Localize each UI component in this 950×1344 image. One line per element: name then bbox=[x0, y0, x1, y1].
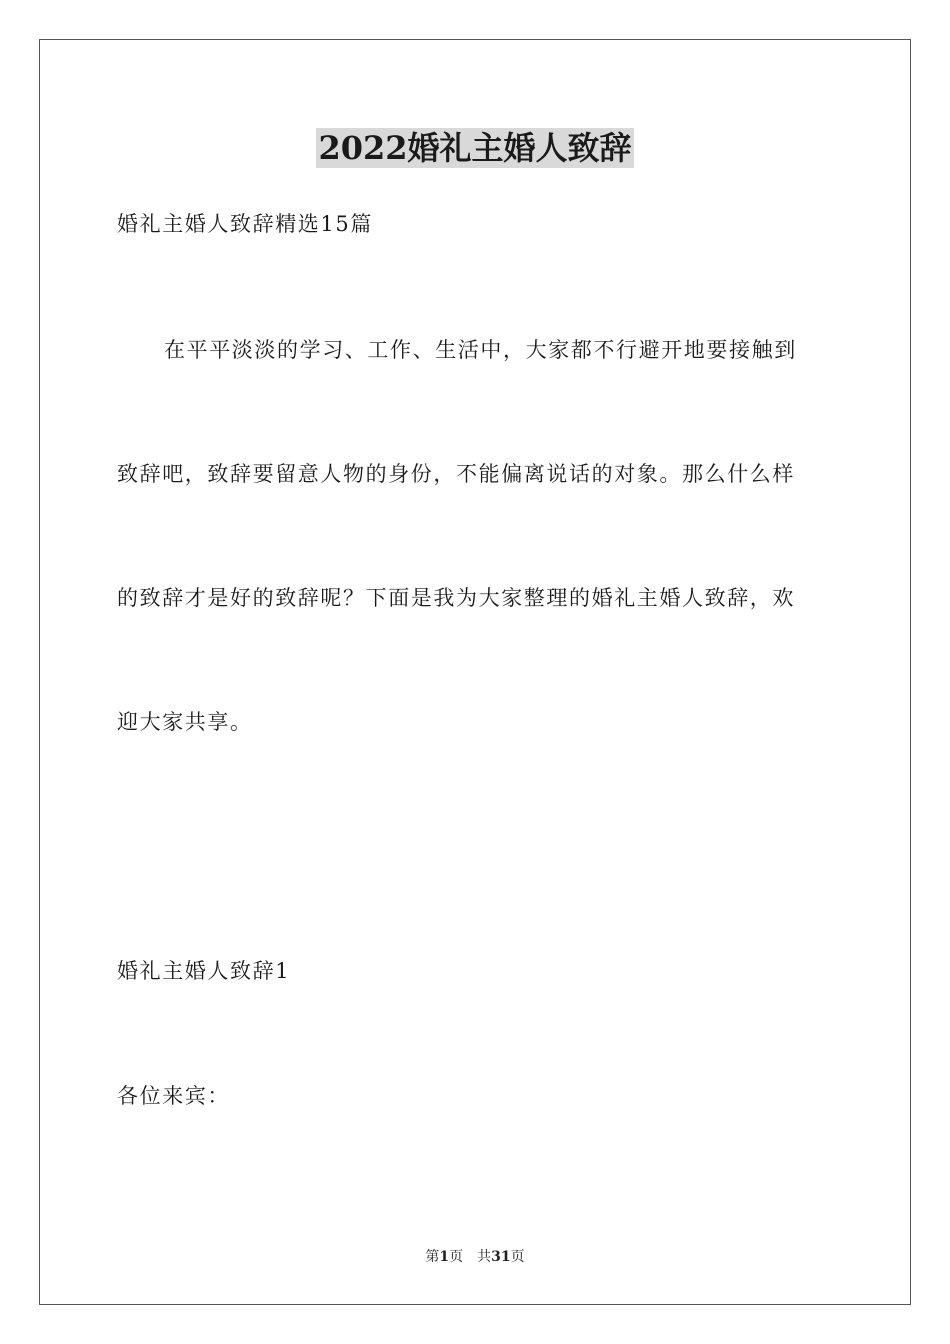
document-title: 2022婚礼主婚人致辞 bbox=[318, 129, 632, 167]
footer-page-prefix: 第 bbox=[425, 1249, 440, 1265]
footer-page-suffix: 页 bbox=[510, 1249, 525, 1265]
document-subtitle: 婚礼主婚人致辞精选15篇 bbox=[117, 212, 373, 236]
intro-line-2: 致辞吧，致辞要留意人物的身份，不能偏离说话的对象。那么什么样 bbox=[117, 462, 795, 486]
document-title-wrap bbox=[0, 128, 950, 168]
footer-page-mid: 页 共 bbox=[449, 1249, 492, 1265]
footer-page-total: 31 bbox=[491, 1249, 511, 1265]
intro-line-3: 的致辞才是好的致辞呢？下面是我为大家整理的婚礼主婚人致辞，欢 bbox=[117, 586, 795, 610]
footer-page-current: 1 bbox=[439, 1249, 450, 1265]
intro-line-1: 在平平淡淡的学习、工作、生活中，大家都不行避开地要接触到 bbox=[164, 338, 797, 362]
salutation: 各位来宾： bbox=[117, 1084, 230, 1108]
intro-line-4: 迎大家共享。 bbox=[117, 710, 253, 734]
section-heading: 婚礼主婚人致辞1 bbox=[117, 959, 291, 983]
page-footer bbox=[0, 1248, 950, 1266]
